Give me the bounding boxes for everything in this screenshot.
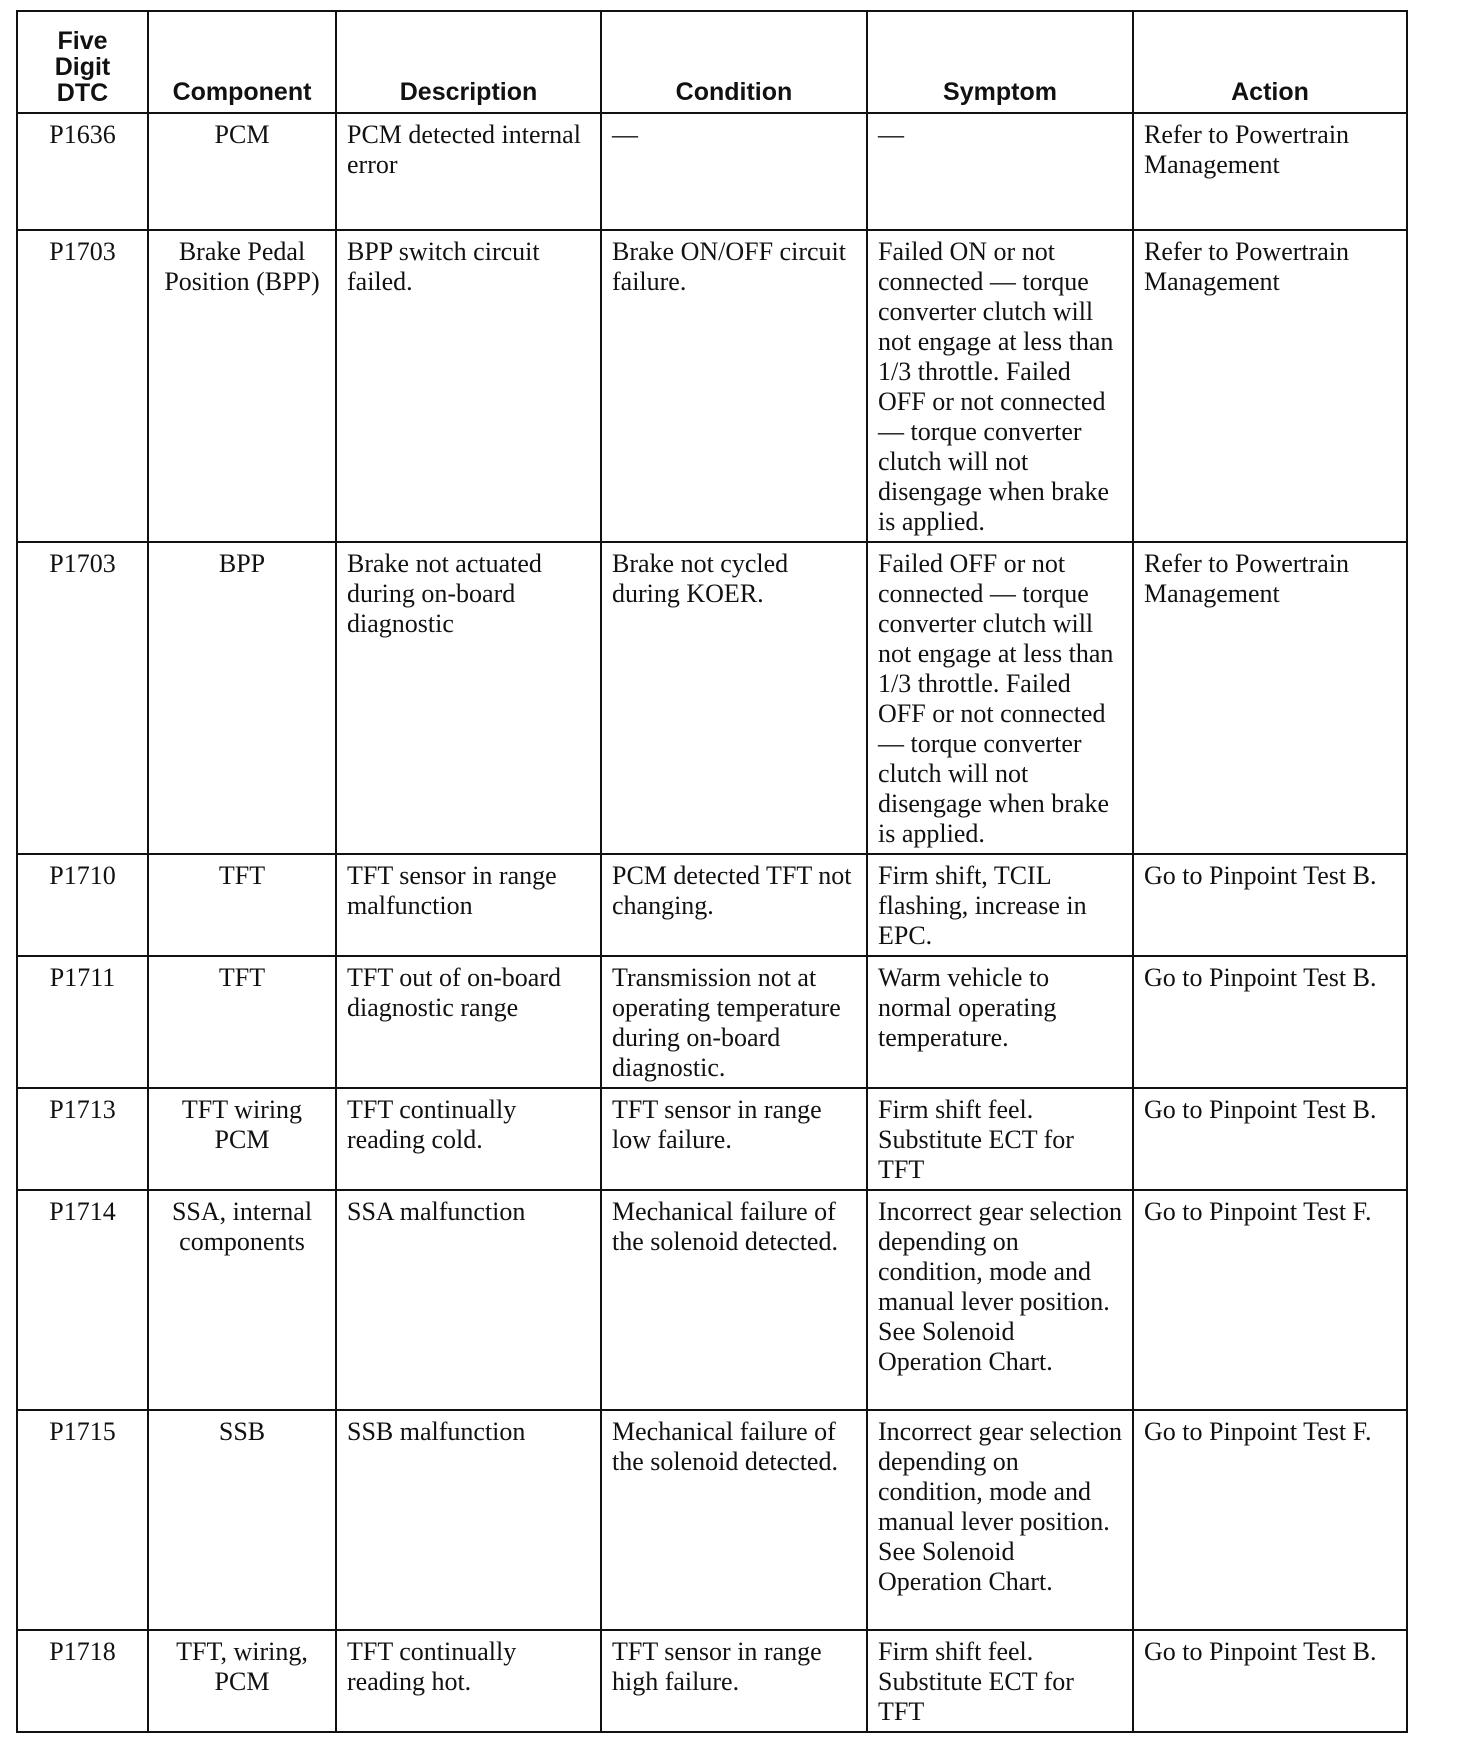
table-row bbox=[17, 956, 1407, 1088]
condition-cell: PCM detected TFT not changing. bbox=[601, 854, 867, 956]
symptom-cell: Failed OFF or not connected — torque converter clutch will not engage at less than 1/3 throttle. Failed OFF or not connected — torque converter clutch will not disengage when brake is applied. bbox=[867, 542, 1133, 854]
description-cell: TFT continually reading hot. bbox=[336, 1630, 601, 1732]
symptom-cell: Warm vehicle to normal operating temperature. bbox=[867, 956, 1133, 1088]
dtc-code: P1714 bbox=[17, 1190, 148, 1410]
symptom-cell: Firm shift, TCIL flashing, increase in EPC. bbox=[867, 854, 1133, 956]
component-cell: Brake Pedal Position (BPP) bbox=[148, 230, 336, 542]
dtc-code: P1718 bbox=[17, 1630, 148, 1732]
table-row bbox=[17, 854, 1407, 956]
header-dtc: Five Digit DTC bbox=[17, 11, 148, 113]
description-cell: SSA malfunction bbox=[336, 1190, 601, 1410]
dtc-code: P1711 bbox=[17, 956, 148, 1088]
action-cell: Refer to Powertrain Management bbox=[1133, 230, 1407, 542]
condition-cell: TFT sensor in range low failure. bbox=[601, 1088, 867, 1190]
component-cell: SSA, internal components bbox=[148, 1190, 336, 1410]
description-cell: TFT continually reading cold. bbox=[336, 1088, 601, 1190]
table-header-row bbox=[17, 11, 1407, 113]
dtc-code: P1715 bbox=[17, 1410, 148, 1630]
component-cell: BPP bbox=[148, 542, 336, 854]
action-cell: Go to Pinpoint Test B. bbox=[1133, 1630, 1407, 1732]
header-component: Component bbox=[148, 11, 336, 113]
action-cell: Go to Pinpoint Test B. bbox=[1133, 1088, 1407, 1190]
component-cell: TFT bbox=[148, 854, 336, 956]
dtc-code: P1703 bbox=[17, 542, 148, 854]
condition-cell: — bbox=[601, 113, 867, 230]
action-cell: Refer to Powertrain Management bbox=[1133, 113, 1407, 230]
action-cell: Go to Pinpoint Test F. bbox=[1133, 1190, 1407, 1410]
header-condition: Condition bbox=[601, 11, 867, 113]
header-action: Action bbox=[1133, 11, 1407, 113]
symptom-cell: Firm shift feel. Substitute ECT for TFT bbox=[867, 1630, 1133, 1732]
header-description: Description bbox=[336, 11, 601, 113]
condition-cell: Brake not cycled during KOER. bbox=[601, 542, 867, 854]
action-cell: Go to Pinpoint Test B. bbox=[1133, 854, 1407, 956]
symptom-cell: Firm shift feel. Substitute ECT for TFT bbox=[867, 1088, 1133, 1190]
table-row bbox=[17, 1088, 1407, 1190]
action-cell: Refer to Powertrain Management bbox=[1133, 542, 1407, 854]
description-cell: Brake not actuated during on-board diagnostic bbox=[336, 542, 601, 854]
table-row bbox=[17, 1630, 1407, 1732]
dtc-code: P1636 bbox=[17, 113, 148, 230]
dtc-table bbox=[16, 10, 1408, 1733]
symptom-cell: Incorrect gear selection depending on condition, mode and manual lever position. See Solenoid Operation Chart. bbox=[867, 1190, 1133, 1410]
description-cell: TFT out of on-board diagnostic range bbox=[336, 956, 601, 1088]
table-row bbox=[17, 1190, 1407, 1410]
dtc-code: P1703 bbox=[17, 230, 148, 542]
table-row bbox=[17, 1410, 1407, 1630]
description-cell: TFT sensor in range malfunction bbox=[336, 854, 601, 956]
table-row bbox=[17, 542, 1407, 854]
condition-cell: Mechanical failure of the solenoid detected. bbox=[601, 1190, 867, 1410]
condition-cell: Mechanical failure of the solenoid detected. bbox=[601, 1410, 867, 1630]
condition-cell: Brake ON/OFF circuit failure. bbox=[601, 230, 867, 542]
condition-cell: Transmission not at operating temperature during on-board diagnostic. bbox=[601, 956, 867, 1088]
table-row bbox=[17, 113, 1407, 230]
component-cell: TFT bbox=[148, 956, 336, 1088]
component-cell: SSB bbox=[148, 1410, 336, 1630]
description-cell: BPP switch circuit failed. bbox=[336, 230, 601, 542]
symptom-cell: Failed ON or not connected — torque converter clutch will not engage at less than 1/3 throttle. Failed OFF or not connected — torque converter clutch will not disengage when brake is applied. bbox=[867, 230, 1133, 542]
action-cell: Go to Pinpoint Test B. bbox=[1133, 956, 1407, 1088]
symptom-cell: Incorrect gear selection depending on condition, mode and manual lever position. See Solenoid Operation Chart. bbox=[867, 1410, 1133, 1630]
component-cell: PCM bbox=[148, 113, 336, 230]
dtc-code: P1713 bbox=[17, 1088, 148, 1190]
dtc-code: P1710 bbox=[17, 854, 148, 956]
symptom-cell: — bbox=[867, 113, 1133, 230]
table-row bbox=[17, 230, 1407, 542]
condition-cell: TFT sensor in range high failure. bbox=[601, 1630, 867, 1732]
action-cell: Go to Pinpoint Test F. bbox=[1133, 1410, 1407, 1630]
header-symptom: Symptom bbox=[867, 11, 1133, 113]
component-cell: TFT, wiring, PCM bbox=[148, 1630, 336, 1732]
description-cell: PCM detected internal error bbox=[336, 113, 601, 230]
component-cell: TFT wiring PCM bbox=[148, 1088, 336, 1190]
description-cell: SSB malfunction bbox=[336, 1410, 601, 1630]
